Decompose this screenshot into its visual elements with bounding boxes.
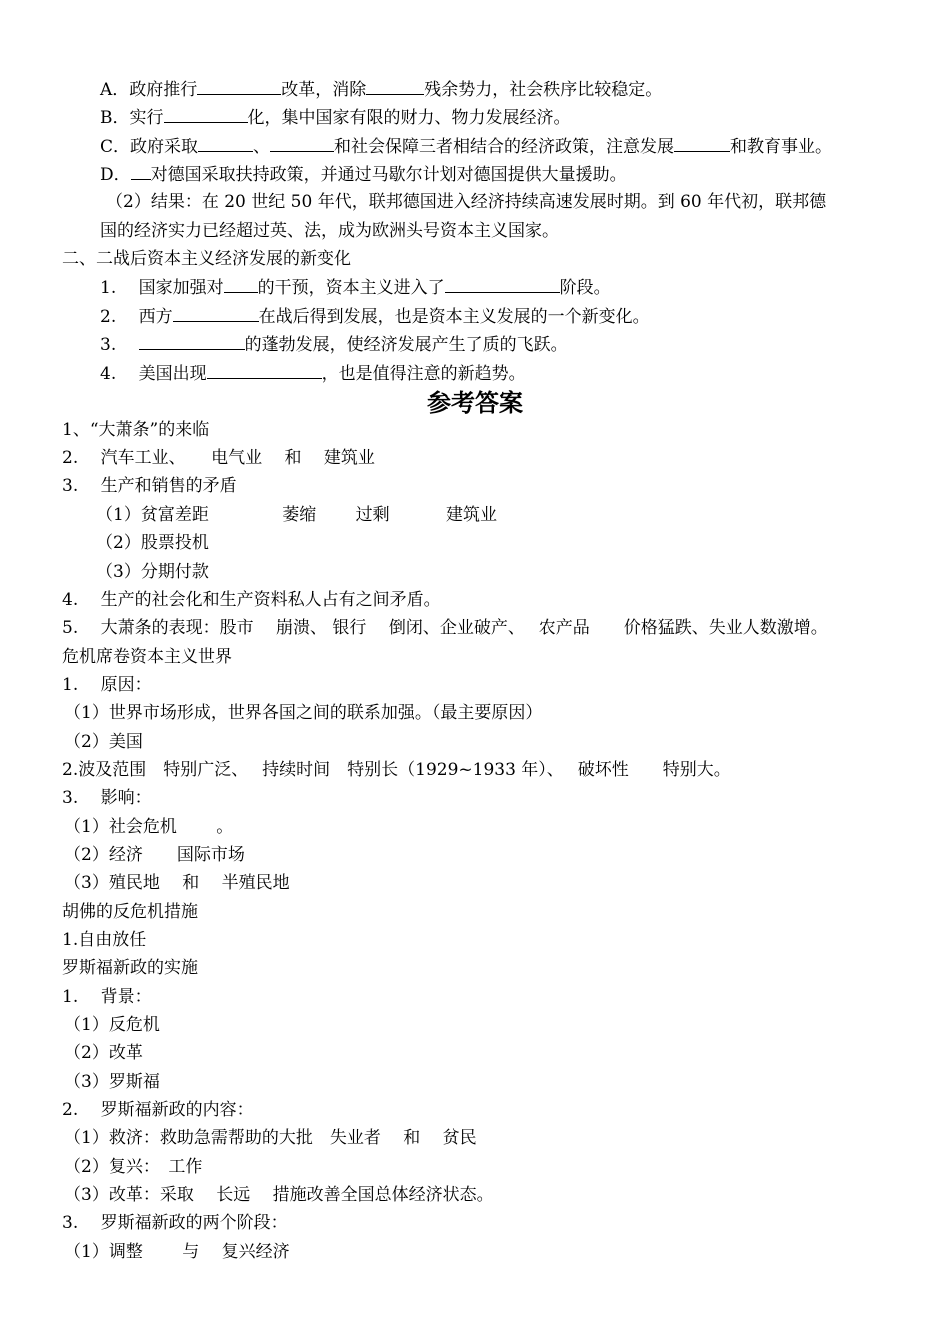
answer-line: （1）贫富差距 萎缩 过剩 建筑业: [96, 505, 498, 525]
question-d-text: 对德国采取扶持政策，并通过马歇尔计划对德国提供大量援助。: [150, 165, 627, 185]
answer-line: （1）救济：救助急需帮助的大批 失业者 和 贫民: [64, 1128, 477, 1148]
answer-line: 3. 影响：: [62, 788, 152, 808]
question-a-text: 残余势力，社会秩序比较稳定。: [424, 80, 663, 100]
answer-line: （3）改革：采取 长远 措施改善全国总体经济状态。: [64, 1185, 494, 1205]
question-4: [100, 361, 526, 385]
answer-line: （2）美国: [64, 732, 143, 752]
section-heading: 二、二战后资本主义经济发展的新变化: [62, 249, 351, 269]
question-c-text: 和教育事业。: [730, 137, 833, 157]
answer-line: （1）调整 与 复兴经济: [64, 1242, 290, 1262]
answer-line: 罗斯福新政的实施: [62, 958, 198, 978]
blank: [270, 134, 334, 152]
answer-line: （1）世界市场形成，世界各国之间的联系加强。（最主要原因）: [64, 703, 543, 723]
question-c-text: C．政府采取: [100, 137, 199, 157]
answer-line: 1. 原因：: [62, 675, 152, 695]
answer-line: 危机席卷资本主义世界: [62, 647, 232, 667]
question-1: [100, 275, 611, 299]
blank: [164, 105, 248, 123]
question-d: [100, 162, 627, 186]
result-line-2: 国的经济实力已经超过英、法，成为欧洲头号资本主义国家。: [100, 221, 559, 241]
blank: [674, 134, 730, 152]
answer-line: （2）复兴： 工作: [64, 1157, 203, 1177]
question-2-text: 在战后得到发展，也是资本主义发展的一个新变化。: [258, 307, 650, 327]
blank: [131, 162, 151, 180]
answer-line: 胡佛的反危机措施: [62, 902, 198, 922]
answer-line: 2. 罗斯福新政的内容：: [62, 1100, 254, 1120]
blank: [207, 361, 322, 379]
answer-line: （2）改革: [64, 1043, 143, 1063]
blank: [139, 332, 245, 350]
blank: [198, 134, 253, 152]
answer-line: 1.自由放任: [62, 930, 147, 950]
answer-line: 3. 罗斯福新政的两个阶段：: [62, 1213, 288, 1233]
answer-line: 3. 生产和销售的矛盾: [62, 476, 237, 496]
answer-line: 2. 汽车工业、 电气业 和 建筑业: [62, 448, 375, 468]
question-d-text: D．: [100, 165, 131, 185]
question-3: [100, 332, 568, 356]
answer-line: （2）股票投机: [96, 533, 209, 553]
question-1-text: 阶段。: [559, 278, 611, 298]
answer-line: （1）社会危机 。: [64, 817, 234, 837]
question-c: [100, 134, 832, 158]
question-a: [100, 77, 662, 101]
answers-title: 参考答案: [427, 389, 523, 417]
question-2-text: 2. 西方: [100, 307, 173, 327]
blank: [197, 77, 281, 95]
answer-line: （3）分期付款: [96, 562, 209, 582]
question-3-text: 的蓬勃发展，使经济发展产生了质的飞跃。: [244, 335, 568, 355]
question-b-text: 化，集中国家有限的财力、物力发展经济。: [247, 108, 571, 128]
answer-line: 1. 背景：: [62, 987, 152, 1007]
question-1-text: 1. 国家加强对: [100, 278, 224, 298]
question-c-text: 和社会保障三者相结合的经济政策，注意发展: [334, 137, 675, 157]
question-1-text: 的干预，资本主义进入了: [257, 278, 445, 298]
question-4-text: 4. 美国出现: [100, 364, 207, 384]
question-3-text: 3.: [100, 335, 139, 355]
answer-line: （2）经济 国际市场: [64, 845, 245, 865]
question-b-text: B．实行: [100, 108, 164, 128]
question-a-text: A．政府推行: [100, 80, 198, 100]
question-4-text: ，也是值得注意的新趋势。: [321, 364, 526, 384]
result-line-1: （2）结果：在 20 世纪 50 年代，联邦德国进入经济持续高速发展时期。到 60 年代初，联邦德: [106, 192, 827, 212]
answer-line: 5. 大萧条的表现：股市 崩溃、 银行 倒闭、企业破产、 农产品 价格猛跌、失业人数激增。: [62, 618, 828, 638]
blank: [224, 275, 258, 293]
blank: [173, 304, 259, 322]
answer-line: （3）殖民地 和 半殖民地: [64, 873, 290, 893]
answer-line: 4. 生产的社会化和生产资料私人占有之间矛盾。: [62, 590, 441, 610]
question-b: [100, 105, 571, 129]
blank: [366, 77, 424, 95]
answer-line: 2.波及范围 特别广泛、 持续时间 特别长（1929~1933 年）、 破坏性 特别大。: [62, 760, 731, 780]
blank: [445, 275, 560, 293]
question-2: [100, 304, 650, 328]
answer-line: （1）反危机: [64, 1015, 160, 1035]
answer-line: （3）罗斯福: [64, 1072, 160, 1092]
question-a-text: 改革，消除: [281, 80, 367, 100]
question-c-text: 、: [253, 137, 271, 157]
answer-line: 1、“大萧条”的来临: [62, 420, 210, 440]
